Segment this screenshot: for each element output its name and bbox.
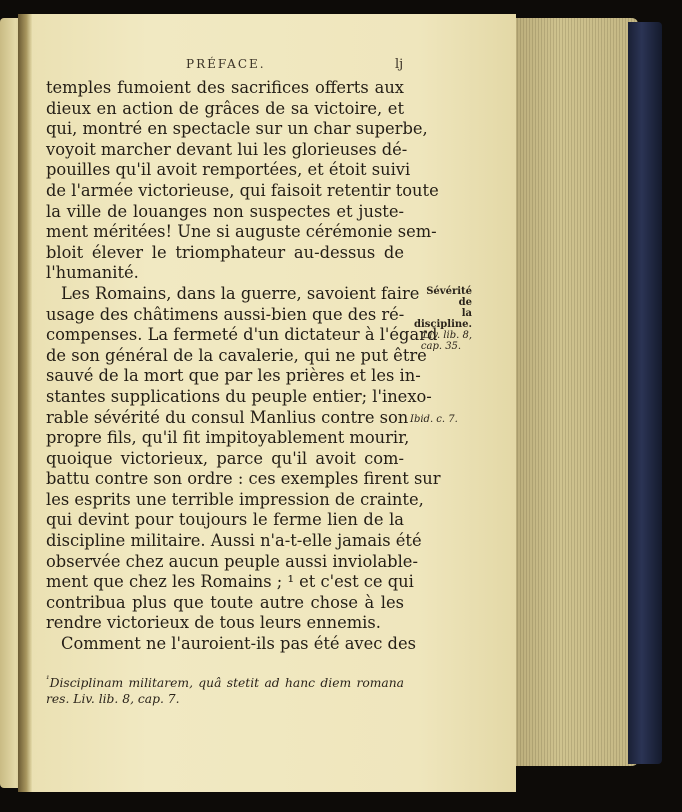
- text-line: usage des châtimens aussi-bien que des ré-: [46, 304, 405, 324]
- text-line: ment méritées! Une si auguste cérémonie sem-: [46, 222, 437, 242]
- text-line: Comment ne l'auroient-ils pas été avec des: [61, 634, 416, 654]
- text-line: l'humanité.: [46, 263, 139, 283]
- footnote-line: res. Liv. lib. 8, cap. 7.: [46, 692, 180, 707]
- footnote: [46, 672, 404, 707]
- text-line: temples fumoient des sacrifices offerts aux: [46, 78, 404, 97]
- margin-note: [410, 414, 472, 425]
- footnote-marker: ¹: [46, 675, 50, 685]
- text-line: la ville de louanges non suspectes et juste-: [46, 201, 404, 221]
- text-line: qui, montré en spectacle sur un char superbe,: [46, 119, 428, 139]
- text-line: rendre victorieux de tous leurs ennemis.: [46, 613, 381, 633]
- text-line: de son général de la cavalerie, qui ne put être: [46, 345, 427, 365]
- text-line: qui devint pour toujours le ferme lien de la: [46, 510, 404, 530]
- text-line: sauvé de la mort que par les prières et les in-: [46, 366, 421, 386]
- text-line: battu contre son ordre : ces exemples firent sur: [46, 469, 441, 489]
- text-line: observée chez aucun peuple aussi inviolable-: [46, 551, 418, 571]
- text-line: rable sévérité du consul Manlius contre son: [46, 407, 409, 427]
- margin-note-title: la discipline.: [413, 308, 472, 330]
- page-block-edges: [508, 18, 638, 766]
- text-line: quoique victorieux, parce qu'il avoit com-: [46, 448, 404, 468]
- margin-note-reference: cap. 35.: [420, 341, 462, 352]
- text-line: bloit élever le triomphateur au-dessus de: [46, 242, 404, 262]
- footnote-text: Disciplinam militarem, quâ stetit ad hanc diem romana: [49, 676, 404, 691]
- text-line: discipline militaire. Aussi n'a-t-elle jamais été: [46, 531, 422, 551]
- book-cover-edge: [628, 22, 662, 764]
- page-number: lj: [395, 57, 404, 72]
- text-line: stantes supplications du peuple entier; l'inexo-: [46, 386, 432, 406]
- running-title: PRÉFACE.: [186, 57, 266, 71]
- text-line: propre fils, qu'il fit impitoyablement mourir,: [46, 428, 410, 448]
- margin-note-reference: Liv. lib. 8,: [422, 330, 472, 341]
- text-line: contribua plus que toute autre chose à les: [46, 592, 404, 612]
- text-line: voyoit marcher devant lui les glorieuses dé-: [46, 139, 408, 159]
- running-header: [0, 57, 682, 77]
- text-line: Les Romains, dans la guerre, savoient faire: [61, 283, 420, 303]
- book-gutter: [18, 14, 32, 792]
- text-line: pouilles qu'il avoit remportées, et étoit suivi: [46, 160, 411, 180]
- margin-note: [410, 286, 472, 352]
- text-line: les esprits une terrible impression de crainte,: [46, 489, 424, 509]
- margin-note-reference: Ibid. c. 7.: [410, 414, 458, 425]
- text-line: compenses. La fermeté d'un dictateur à l'égard: [46, 325, 438, 345]
- footnote-line: [46, 672, 404, 691]
- text-line: dieux en action de grâces de sa victoire, et: [46, 98, 404, 118]
- text-line: de l'armée victorieuse, qui faisoit retentir toute: [46, 180, 439, 200]
- text-line: ment que chez les Romains ; ¹ et c'est ce qui: [46, 572, 414, 592]
- margin-note-title: Sévérité de: [426, 286, 472, 308]
